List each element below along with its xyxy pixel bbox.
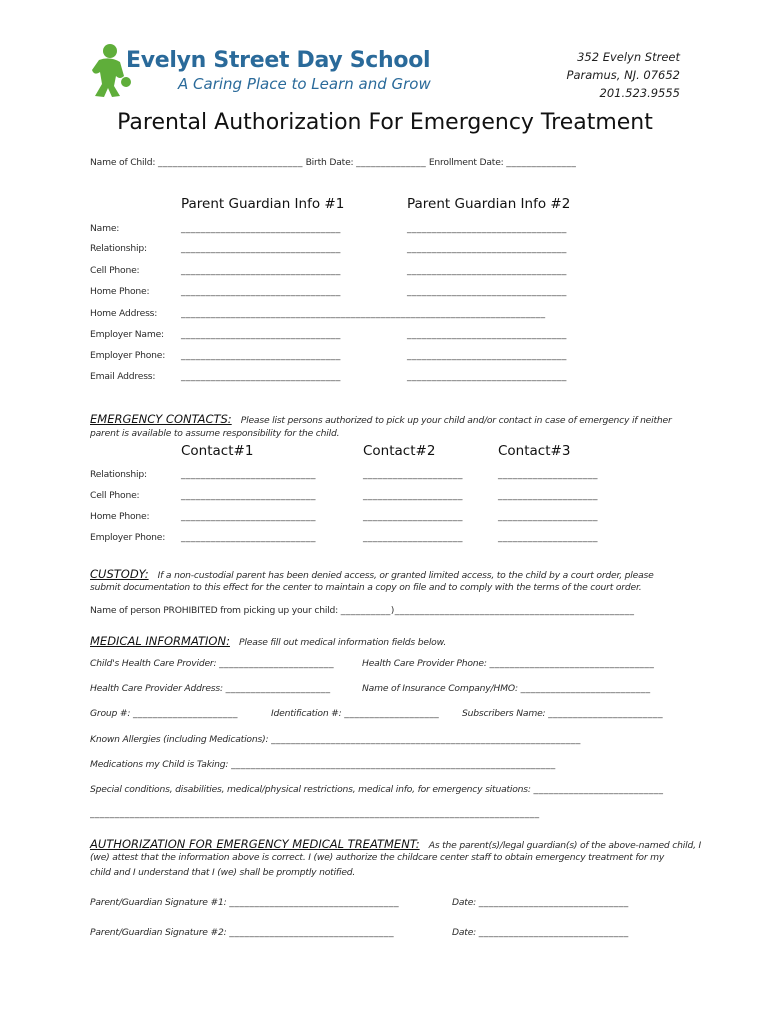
- enrollment-date-field[interactable]: ______________: [506, 157, 577, 168]
- parent-row-label: Employer Name:: [90, 329, 164, 340]
- authorization-text1: As the parent(s)/legal guardian(s) of the above-named child, I: [428, 840, 702, 851]
- allergies-field[interactable]: ______________________________________________________________: [271, 734, 581, 745]
- contact2-employer-phone-field[interactable]: ____________________: [363, 532, 463, 543]
- subscriber-row: [462, 708, 663, 719]
- medical-section: [90, 630, 446, 649]
- parent2-cell-field[interactable]: ________________________________: [407, 265, 567, 276]
- parent1-name-field[interactable]: ________________________________: [181, 223, 341, 234]
- identification-row: [271, 708, 439, 719]
- parent2-employer-field[interactable]: ________________________________: [407, 329, 567, 340]
- school-name: Evelyn Street Day School: [126, 48, 431, 73]
- parent1-heading: Parent Guardian Info #1: [181, 196, 345, 212]
- date2-field[interactable]: ______________________________: [478, 927, 629, 938]
- contact2-cell-field[interactable]: ____________________: [363, 490, 463, 501]
- custody-section: [90, 563, 654, 582]
- parent1-relationship-field[interactable]: ________________________________: [181, 243, 341, 254]
- insurance-row: [362, 683, 651, 694]
- parent2-email-field[interactable]: ________________________________: [407, 371, 567, 382]
- provider-label: Child's Health Care Provider:: [90, 658, 217, 669]
- contact2-relationship-field[interactable]: ____________________: [363, 469, 463, 480]
- birth-date-field[interactable]: ______________: [356, 157, 427, 168]
- home-address-field[interactable]: _________________________________________________________________________: [181, 308, 546, 319]
- school-phone: 201.523.9555: [599, 86, 680, 100]
- parent-row-label: Home Phone:: [90, 286, 150, 297]
- parent1-email-field[interactable]: ________________________________: [181, 371, 341, 382]
- provider-address-label: Health Care Provider Address:: [90, 683, 223, 694]
- prohibited-label: Name of person PROHIBITED from picking up your child:: [90, 605, 339, 616]
- contact3-employer-phone-field[interactable]: ____________________: [498, 532, 598, 543]
- parent-row-label: Name:: [90, 223, 120, 234]
- contact2-home-phone-field[interactable]: ____________________: [363, 511, 463, 522]
- parent-row-label: Email Address:: [90, 371, 156, 382]
- signature1-field[interactable]: __________________________________: [229, 897, 400, 908]
- parent2-heading: Parent Guardian Info #2: [407, 196, 571, 212]
- identification-label: Identification #:: [271, 708, 342, 719]
- insurance-field[interactable]: __________________________: [520, 683, 651, 694]
- contact1-heading: Contact#1: [181, 443, 254, 459]
- signature2-field[interactable]: _________________________________: [229, 927, 395, 938]
- child-name-label: Name of Child:: [90, 157, 156, 168]
- parent1-cell-field[interactable]: ________________________________: [181, 265, 341, 276]
- group-label: Group #:: [90, 708, 131, 719]
- provider-address-field[interactable]: _____________________: [225, 683, 331, 694]
- parent-row-label: Relationship:: [90, 243, 147, 254]
- provider-phone-field[interactable]: _________________________________: [489, 658, 655, 669]
- emergency-text1: Please list persons authorized to pick up your child and/or contact in case of emergency if neither: [240, 415, 672, 426]
- provider-phone-label: Health Care Provider Phone:: [362, 658, 487, 669]
- medical-heading: MEDICAL INFORMATION:: [90, 634, 230, 648]
- parent2-home-phone-field[interactable]: ________________________________: [407, 286, 567, 297]
- school-address: [480, 48, 680, 102]
- subscriber-field[interactable]: _______________________: [548, 708, 664, 719]
- prohibited-row: [90, 605, 634, 616]
- parent1-home-phone-field[interactable]: ________________________________: [181, 286, 341, 297]
- medications-label: Medications my Child is Taking:: [90, 759, 229, 770]
- address-line2: Paramus, NJ. 07652: [566, 68, 680, 82]
- signature2-label: Parent/Guardian Signature #2:: [90, 927, 227, 938]
- emergency-text2: parent is available to assume responsibility for the child.: [90, 428, 340, 439]
- provider-address-row: [90, 683, 330, 694]
- birth-date-label: Birth Date:: [305, 157, 354, 168]
- page-title: Parental Authorization For Emergency Treatment: [117, 110, 653, 135]
- signature1-label: Parent/Guardian Signature #1:: [90, 897, 227, 908]
- parent2-name-field[interactable]: ________________________________: [407, 223, 567, 234]
- school-tagline: A Caring Place to Learn and Grow: [178, 75, 431, 93]
- special-label: Special conditions, disabilities, medical/physical restrictions, medical info, for emergency situations:: [90, 784, 531, 795]
- enrollment-date-label: Enrollment Date:: [428, 157, 504, 168]
- signature1-row: [90, 897, 399, 908]
- date1-label: Date:: [452, 897, 477, 908]
- special-field-line2[interactable]: __________________________________________________________________________________________: [90, 808, 540, 819]
- contact2-heading: Contact#2: [363, 443, 436, 459]
- contact3-cell-field[interactable]: ____________________: [498, 490, 598, 501]
- parent-row-label: Employer Phone:: [90, 350, 166, 361]
- contact1-cell-field[interactable]: ___________________________: [181, 490, 316, 501]
- group-row: [90, 708, 238, 719]
- authorization-section: [90, 833, 702, 852]
- provider-phone-row: [362, 658, 654, 669]
- custody-text1: If a non-custodial parent has been denied access, or granted limited access, to the child by a court order, please: [157, 570, 654, 581]
- allergies-row: [90, 734, 680, 745]
- authorization-text3: child and I understand that I (we) shall be promptly notified.: [90, 867, 356, 878]
- identification-field[interactable]: ___________________: [344, 708, 440, 719]
- emergency-heading: EMERGENCY CONTACTS:: [90, 412, 232, 426]
- date2-row: [452, 927, 629, 938]
- date1-field[interactable]: ______________________________: [478, 897, 629, 908]
- authorization-text2: (we) attest that the information above is correct. I (we) authorize the childcare center staff to obtain emergency treatment for my: [90, 852, 665, 863]
- insurance-label: Name of Insurance Company/HMO:: [362, 683, 518, 694]
- allergies-label: Known Allergies (including Medications):: [90, 734, 269, 745]
- authorization-heading: AUTHORIZATION FOR EMERGENCY MEDICAL TREATMENT:: [90, 837, 420, 851]
- contact1-home-phone-field[interactable]: ___________________________: [181, 511, 316, 522]
- special-row: [90, 784, 680, 795]
- date1-row: [452, 897, 629, 908]
- address-line1: 352 Evelyn Street: [577, 50, 680, 64]
- parent2-employer-phone-field[interactable]: ________________________________: [407, 350, 567, 361]
- provider-row: [90, 658, 334, 669]
- contact1-employer-phone-field[interactable]: ___________________________: [181, 532, 316, 543]
- parent-row-label: Home Address:: [90, 308, 158, 319]
- logo: [90, 42, 431, 98]
- parent1-employer-phone-field[interactable]: ________________________________: [181, 350, 341, 361]
- contact-row-label: Relationship:: [90, 469, 147, 480]
- parent-row-label: Cell Phone:: [90, 265, 140, 276]
- parent2-relationship-field[interactable]: ________________________________: [407, 243, 567, 254]
- contact-row-label: Home Phone:: [90, 511, 150, 522]
- medications-row: [90, 759, 680, 770]
- medical-subtext: Please fill out medical information fields below.: [239, 637, 447, 648]
- provider-field[interactable]: _______________________: [219, 658, 334, 669]
- medications-field[interactable]: _________________________________________________________________: [231, 759, 556, 770]
- custody-heading: CUSTODY:: [90, 567, 149, 581]
- contact-row-label: Employer Phone:: [90, 532, 166, 543]
- child-name-field[interactable]: _____________________________: [158, 157, 303, 168]
- custody-text2: submit documentation to this effect for the center to maintain a copy on file and to comply with the terms of the court order.: [90, 582, 642, 593]
- special-field[interactable]: __________________________: [533, 784, 664, 795]
- contact-row-label: Cell Phone:: [90, 490, 140, 501]
- contact3-heading: Contact#3: [498, 443, 571, 459]
- contact3-relationship-field[interactable]: ____________________: [498, 469, 598, 480]
- contact1-relationship-field[interactable]: ___________________________: [181, 469, 316, 480]
- emergency-section: [90, 408, 680, 427]
- child-info-row: [90, 157, 576, 168]
- parent1-employer-field[interactable]: ________________________________: [181, 329, 341, 340]
- contact3-home-phone-field[interactable]: ____________________: [498, 511, 598, 522]
- signature2-row: [90, 927, 394, 938]
- subscriber-label: Subscribers Name:: [462, 708, 546, 719]
- group-field[interactable]: _____________________: [133, 708, 238, 719]
- prohibited-field[interactable]: __________)________________________________________________: [340, 605, 635, 616]
- date2-label: Date:: [452, 927, 477, 938]
